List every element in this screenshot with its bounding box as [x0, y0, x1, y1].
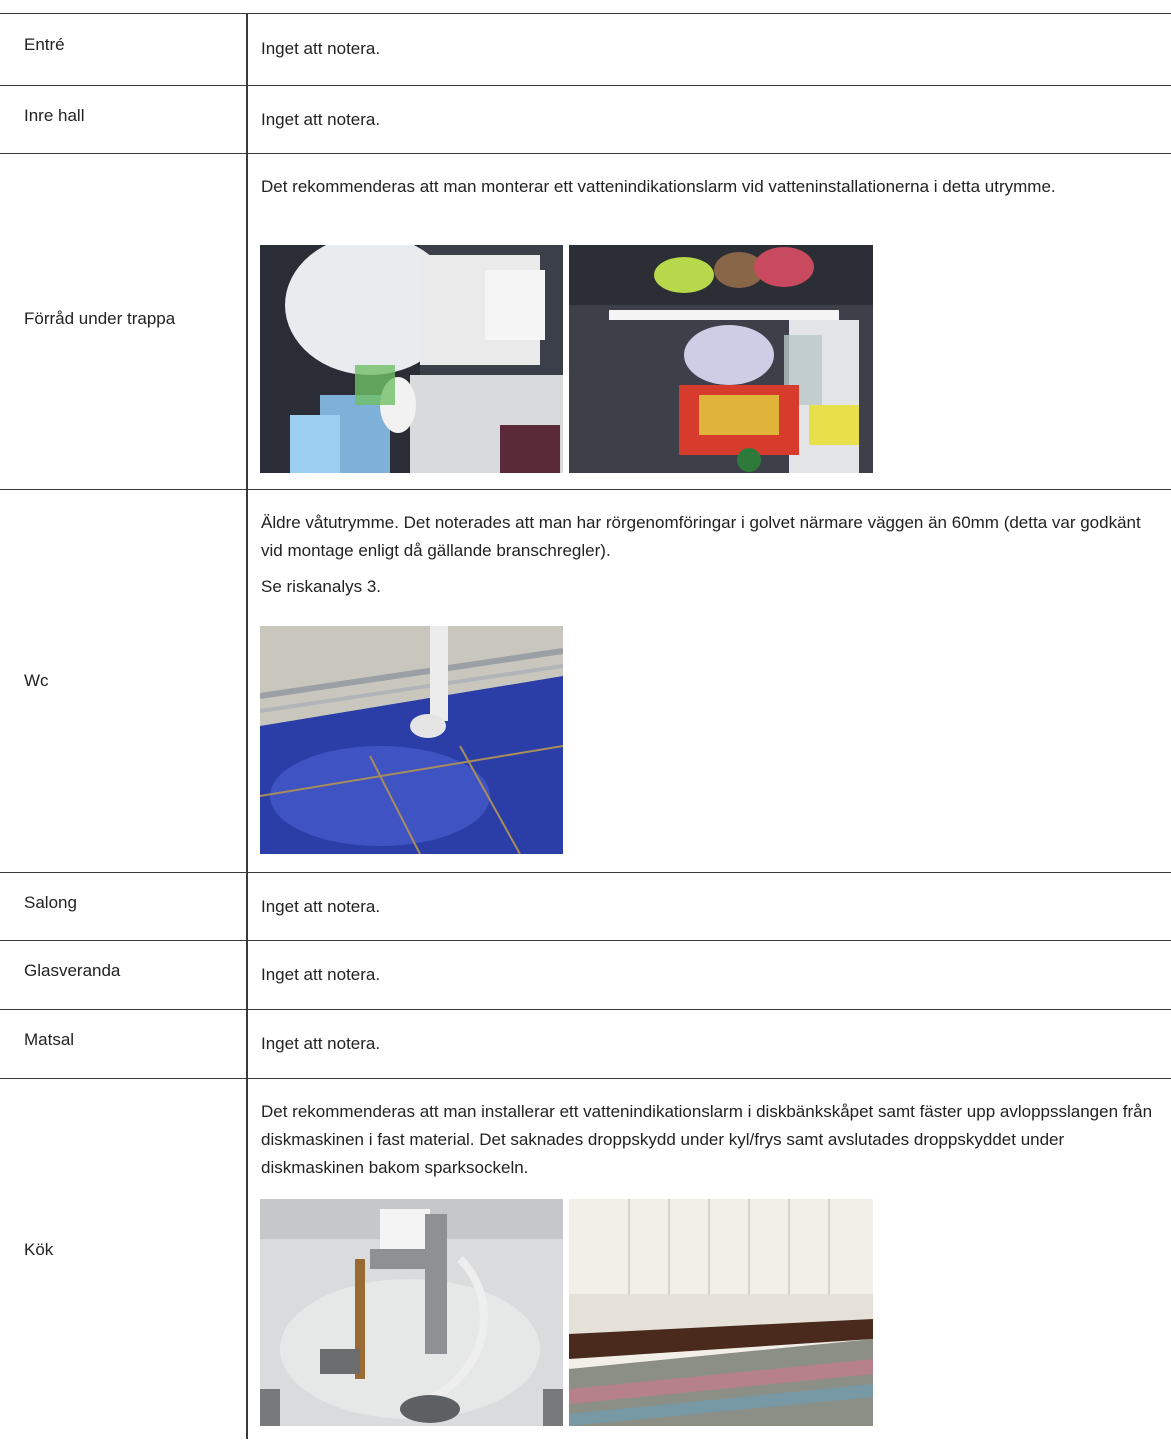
room-label: Inre hall: [24, 106, 85, 125]
photo-wc-floor-pipe: [260, 626, 563, 854]
room-label: Glasveranda: [24, 961, 121, 980]
room-label: Kök: [24, 1240, 54, 1259]
table-row-forrad: [0, 153, 1171, 489]
table-row-kok: [0, 1078, 1171, 1440]
room-label: Salong: [24, 893, 77, 912]
table-row-matsal: [0, 1009, 1171, 1078]
room-note: [261, 509, 1161, 609]
table-row-glasveranda: [0, 940, 1171, 1009]
photo-kitchen-sink-cabinet: [260, 1199, 563, 1426]
room-note: Inget att notera.: [261, 965, 381, 984]
room-note: Inget att notera.: [261, 110, 381, 129]
room-note: [261, 173, 1161, 209]
room-note: Inget att notera.: [261, 1034, 381, 1053]
table-row-wc: [0, 489, 1171, 872]
room-note: Inget att notera.: [261, 897, 381, 916]
table-row-inre-hall: [0, 85, 1171, 153]
room-note-paragraph: Det rekommenderas att man monterar ett vattenindikationslarm vid vatteninstallationerna i detta utrymme.: [261, 177, 1056, 196]
table-row-salong: [0, 872, 1171, 940]
room-label: Entré: [24, 35, 65, 54]
photo-storage-water-heater: [260, 245, 563, 473]
photo-storage-shelf: [569, 245, 873, 473]
room-label: Matsal: [24, 1030, 75, 1049]
room-note-paragraph: Det rekommenderas att man installerar ett vattenindikationslarm i diskbänkskåpet samt fäster upp avloppsslangen från diskmaskinen i fast material. Det saknades droppskydd under kyl/frys samt avslutades droppskyddet under diskmaskinen bakom sparksockeln.: [261, 1102, 1153, 1177]
room-note-reference: Se riskanalys 3.: [261, 577, 381, 596]
room-label: Wc: [24, 671, 49, 690]
room-note: [261, 1098, 1161, 1190]
room-label: Förråd under trappa: [24, 309, 176, 328]
room-note-paragraph: Äldre våtutrymme. Det noterades att man har rörgenomföringar i golvet närmare väggen än 60mm (detta var godkänt vid montage enligt då gällande branschregler).: [261, 513, 1141, 560]
photo-kitchen-plinth: [569, 1199, 873, 1426]
room-note: Inget att notera.: [261, 39, 381, 58]
table-row-entre: [0, 13, 1171, 85]
